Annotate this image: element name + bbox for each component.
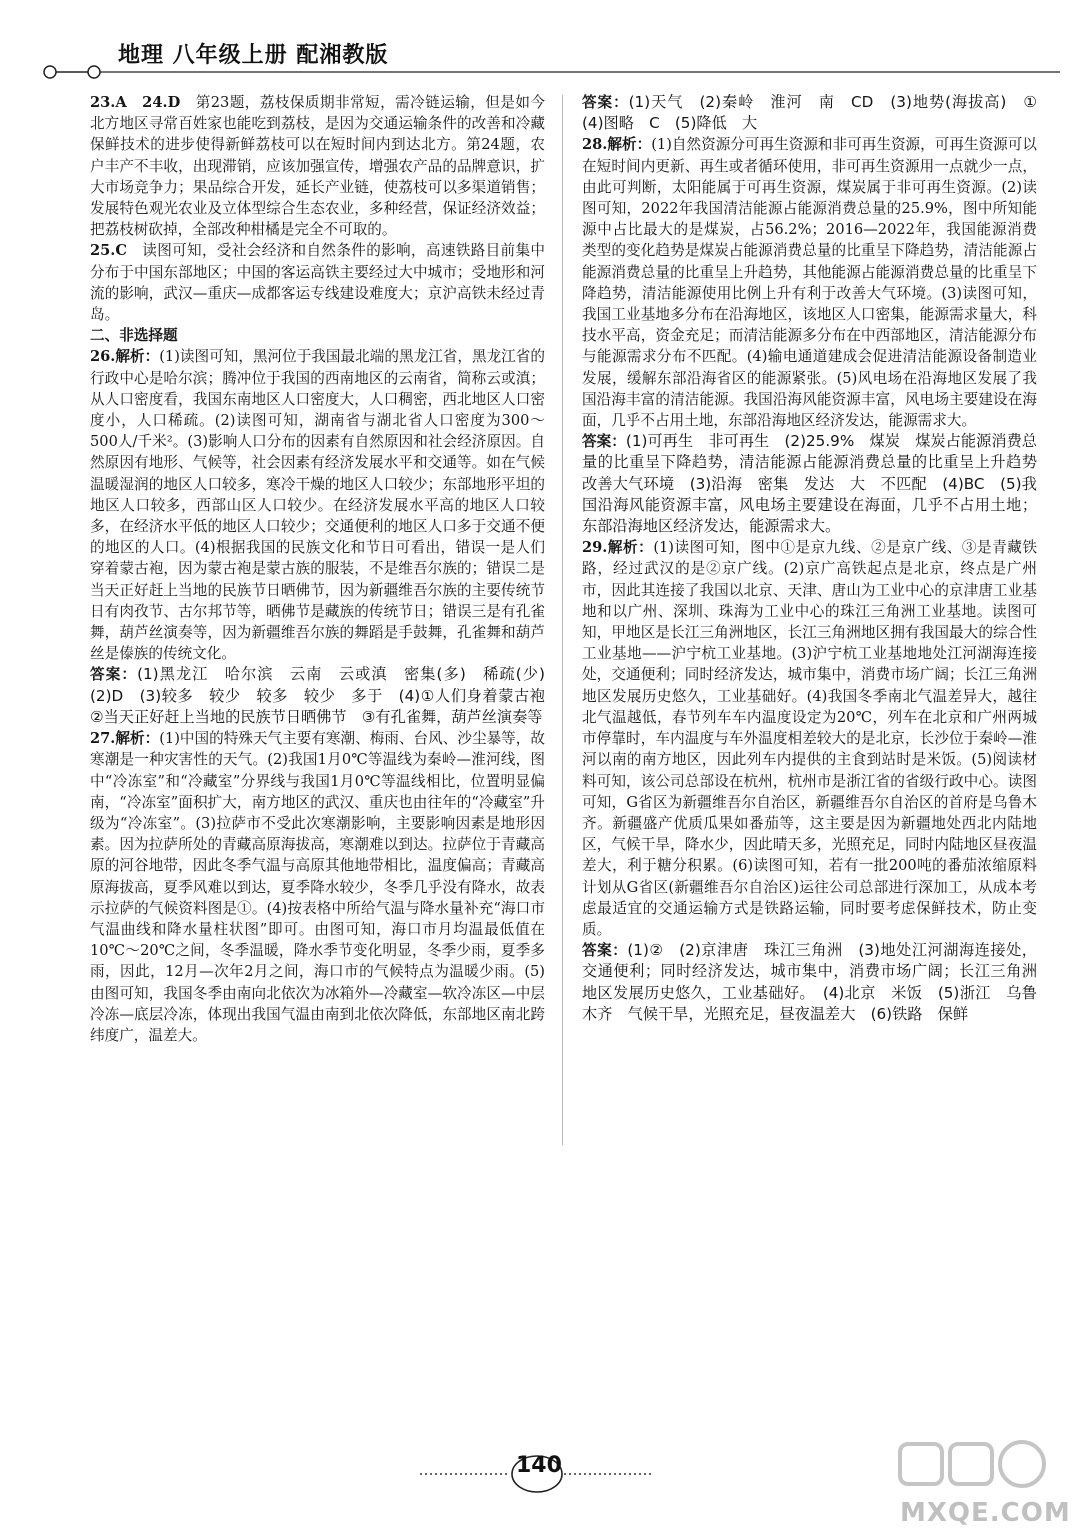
- question-paragraph: [582, 537, 1037, 940]
- analysis-label: 解析：: [607, 539, 654, 557]
- header-rule: [40, 62, 1060, 82]
- question-paragraph: [90, 240, 545, 325]
- page-header-title: 地理 八年级上册 配湘教版: [118, 43, 389, 68]
- answer-text: (1)天气 (2)秦岭 淮河 南 CD (3)地势(海拔高) ① (4)图略 C (5)降低 大: [582, 93, 1053, 133]
- left-column: [90, 92, 561, 1046]
- analysis-label: 解析：: [115, 348, 160, 366]
- question-number: 26.: [90, 348, 116, 366]
- analysis-label: 解析：: [607, 136, 652, 154]
- explanation-text: 读图可知，受社会经济和自然条件的影响，高速铁路目前集中分布于中国东部地区；中国的客运高铁主要经过大中城市；受地形和河流的影响，武汉—重庆—成都客运专线建设难度大；京沪高铁未经过青岛。: [90, 242, 545, 324]
- answer-paragraph: [90, 664, 561, 728]
- explanation-text: 第23题，荔枝保质期非常短，需冷链运输，但是如今北方地区寻常百姓家也能吃到荔枝，是因为交通运输条件的改善和冷藏保鲜技术的进步使得新鲜荔枝可以在短时间内到达北方。第24题，农户丰产不丰收，出现滞销，应该加强宣传，增强农产品的品牌意识，扩大市场竞争力；果品综合开发，延长产业链，使荔枝可以多渠道销售；发展特色观光农业及立体型综合生态农业，多种经营，保证经济效益；把荔枝树砍掉，全部改种柑橘是完全不可取的。: [90, 94, 545, 239]
- question-number: 28.: [582, 136, 608, 154]
- column-divider: [562, 95, 563, 1145]
- explanation-text: (1)自然资源分可再生资源和非可再生资源，可再生资源可以在短时间内更新、再生或者循环使用，非可再生资源用一点就少一点，由此可判断，太阳能属于可再生资源，煤炭属于非可再生资源。(2)读图可知，2022年我国清洁能源占能源消费总量的25.9%，图中所知能源中占比最大的是煤炭，占56.2%；2016—2022年，我国能源消费类型的变化趋势是煤炭占能源消费总量的比重呈下降趋势，清洁能源占能源消费总量的比重呈上升趋势，其他能源占能源消费总量的比重呈下降趋势，清洁能源使用比例上升有利于改善大气环境。(3)读图可知，我国工业基地多分布在沿海地区，该地区人口密集，能源需求量大，科技水平高，资金充足；而清洁能源多分布在中西部地区，清洁能源分布与能源需求分布不匹配。(4)输电通道建成会促进清洁能源设备制造业发展，缓解东部沿海省区的能源紧张。(5)风电场在沿海地区发展了我国沿海丰富的清洁能源。我国沿海风能资源丰富，风电场主要建设在海面，几乎不占用土地，东部沿海地区经济发达，能源需求大。: [582, 136, 1037, 430]
- answer-paragraph: [582, 92, 1053, 134]
- page-number: 140: [516, 1453, 562, 1478]
- answer-label: 答案：: [582, 433, 626, 451]
- section-heading: [90, 325, 545, 346]
- answer-paragraph: [582, 940, 1037, 1025]
- question-paragraph: [90, 346, 545, 664]
- answer-text: (1)可再生 非可再生 (2)25.9% 煤炭 煤炭占能源消费总量的比重呈下降趋势，清洁能源占能源消费总量的比重呈上升趋势 改善大气环境 (3)沿海 密集 发达 大 不匹配 (4)BC (5)我国沿海风能资源丰富，风电场主要建设在海面，几乎不占用土地；东部沿海地区经济发达，能源需求大。: [582, 432, 1053, 536]
- analysis-label: 解析：: [115, 730, 160, 748]
- question-paragraph: [90, 92, 545, 240]
- explanation-text: (1)读图可知，黑河位于我国最北端的黑龙江省，黑龙江省的行政中心是哈尔滨；腾冲位于我国的西南地区的云南省，简称云或滇；从人口密度看，我国东南地区人口密度大，人口稠密，西北地区人口密度小，人口稀疏。(2)读图可知，湖南省与湖北省人口密度为300～500人/千米²。(3)影响人口分布的因素有自然原因和社会经济原因。自然原因有地形、气候等，社会因素有经济发展水平和交通等。如在气候温暖湿润的地区人口较多，寒冷干燥的地区人口较少；东部地形平坦的地区人口较多，西部山区人口较少。在经济发展水平高的地区人口较多，在经济水平低的地区人口较少；交通便利的地区人口多于交通不便的地区的人口。(4)根据我国的民族文化和节日可看出，错误一是人们穿着蒙古袍，因为蒙古袍是蒙古族的服装，不是维吾尔族的；错误二是当天正好赶上当地的民族节日晒佛节，因为新疆维吾尔族的主要传统节日有肉孜节、古尔邦节等，晒佛节是藏族的传统节日；错误三是有孔雀舞，葫芦丝演奏等，因为新疆维吾尔族的舞蹈是手鼓舞，孔雀舞和葫芦丝是傣族的传统文化。: [90, 348, 545, 663]
- answer-label: 答案：: [582, 94, 629, 111]
- watermark-text: MXQE.COM: [900, 1498, 1071, 1528]
- answer-text: (1)② (2)京津唐 珠江三角洲 (3)地处江河湖海连接处，交通便利；同时经济发达，城市集中，消费市场广阔；长江三角洲地区发展历史悠久，工业基础好。 (4)北京 米饭 (5)浙江 乌鲁木齐 气候干旱，光照充足，昼夜温差大 (6)铁路 保鲜: [582, 941, 1037, 1023]
- question-number: 25.C: [90, 242, 128, 260]
- answer-label: 答案：: [582, 942, 628, 960]
- question-number: 27.: [90, 730, 116, 748]
- question-number: 23.A 24.D: [90, 94, 181, 111]
- question-number: 29.: [582, 539, 608, 557]
- question-paragraph: [582, 134, 1037, 431]
- right-column: [582, 92, 1053, 1025]
- section-title: 二、非选择题: [90, 327, 178, 345]
- explanation-text: (1)读图可知，图中①是京九线、②是京广线、③是青藏铁路，经过武汉的是②京广线。(2)京广高铁起点是北京，终点是广州市，因此其连接了我国以北京、天津、唐山为工业中心的京津唐工业基地和以广州、深圳、珠海为工业中心的珠江三角洲工业基地。读图可知，甲地区是长江三角洲地区，长江三角洲地区拥有我国最大的综合性工业基地——沪宁杭工业基地。(3)沪宁杭工业基地地处江河湖海连接处，交通便利；同时经济发达，城市集中，消费市场广阔；长江三角洲地区发展历史悠久，工业基础好。(4)我国冬季南北气温差异大，越往北气温越低，春节列车车内温度设定为20℃，列车在北京和广州两城市停靠时，车内温度与车外温度相差较大的是北京，长沙位于秦岭—淮河以南的南方地区，因此列车内提供的主食到站时是米饭。(5)阅读材料可知，该公司总部设在杭州，杭州市是浙江省的省级行政中心。读图可知，G省区为新疆维吾尔自治区，新疆维吾尔自治区的首府是乌鲁木齐。新疆盛产优质瓜果如番茄等，这主要是因为新疆地处西北内陆地区，气候干旱，降水少，因此晴天多，光照充足，同时内陆地区昼夜温差大，利于糖分积累。(6)读图可知，若有一批200吨的番茄浓缩原料计划从G省区(新疆维吾尔自治区)运往公司总部进行深加工，从成本考虑最适宜的交通运输方式是铁路运输，同时要考虑保鲜技术，防止变质。: [582, 539, 1037, 938]
- explanation-text: (1)中国的特殊天气主要有寒潮、梅雨、台风、沙尘暴等，故寒潮是一种灾害性的天气。(2)我国1月0℃等温线为秦岭—淮河线，图中“冷冻室”和“冷藏室”分界线与我国1月0℃等温线相比，位置明显偏南，“冷冻室”面积扩大，南方地区的武汉、重庆也由往年的“冷藏室”升级为“冷冻室”。(3)拉萨市不受此次寒潮影响，主要影响因素是地形因素。因为拉萨所处的青藏高原海拔高，寒潮难以到达。拉萨位于青藏高原的河谷地带，因此冬季气温与高原其他地带相比，温度偏高；青藏高原海拔高，夏季风难以到达，夏季降水较少，冬季几乎没有降水，故表示拉萨的气候资料图是①。(4)按表格中所给气温与降水量补充“海口市气温曲线和降水量柱状图”即可。由图可知，海口市月均温最低值在10℃～20℃之间，冬季温暖，降水季节变化明显，冬季少雨，夏季多雨，因此，12月—次年2月之间，海口市的气候特点为温暖少雨。(5)由图可知，我国冬季由南向北依次为冰箱外—冷藏室—软冷冻区—中层冷冻—底层冷冻，体现出我国气温由南到北依次降低，东部地区南北跨纬度广，温差大。: [90, 730, 545, 1044]
- question-paragraph: [90, 728, 545, 1046]
- answer-label: 答案：: [90, 666, 138, 684]
- answer-text: (1)黑龙江 哈尔滨 云南 云或滇 密集(多) 稀疏(少) (2)D (3)较多 较少 较多 较少 多于 (4)①人们身着蒙古袍 ②当天正好赶上当地的民族节日晒佛节 ③有孔雀舞，葫芦丝演奏等: [90, 665, 561, 726]
- answer-paragraph: [582, 431, 1053, 537]
